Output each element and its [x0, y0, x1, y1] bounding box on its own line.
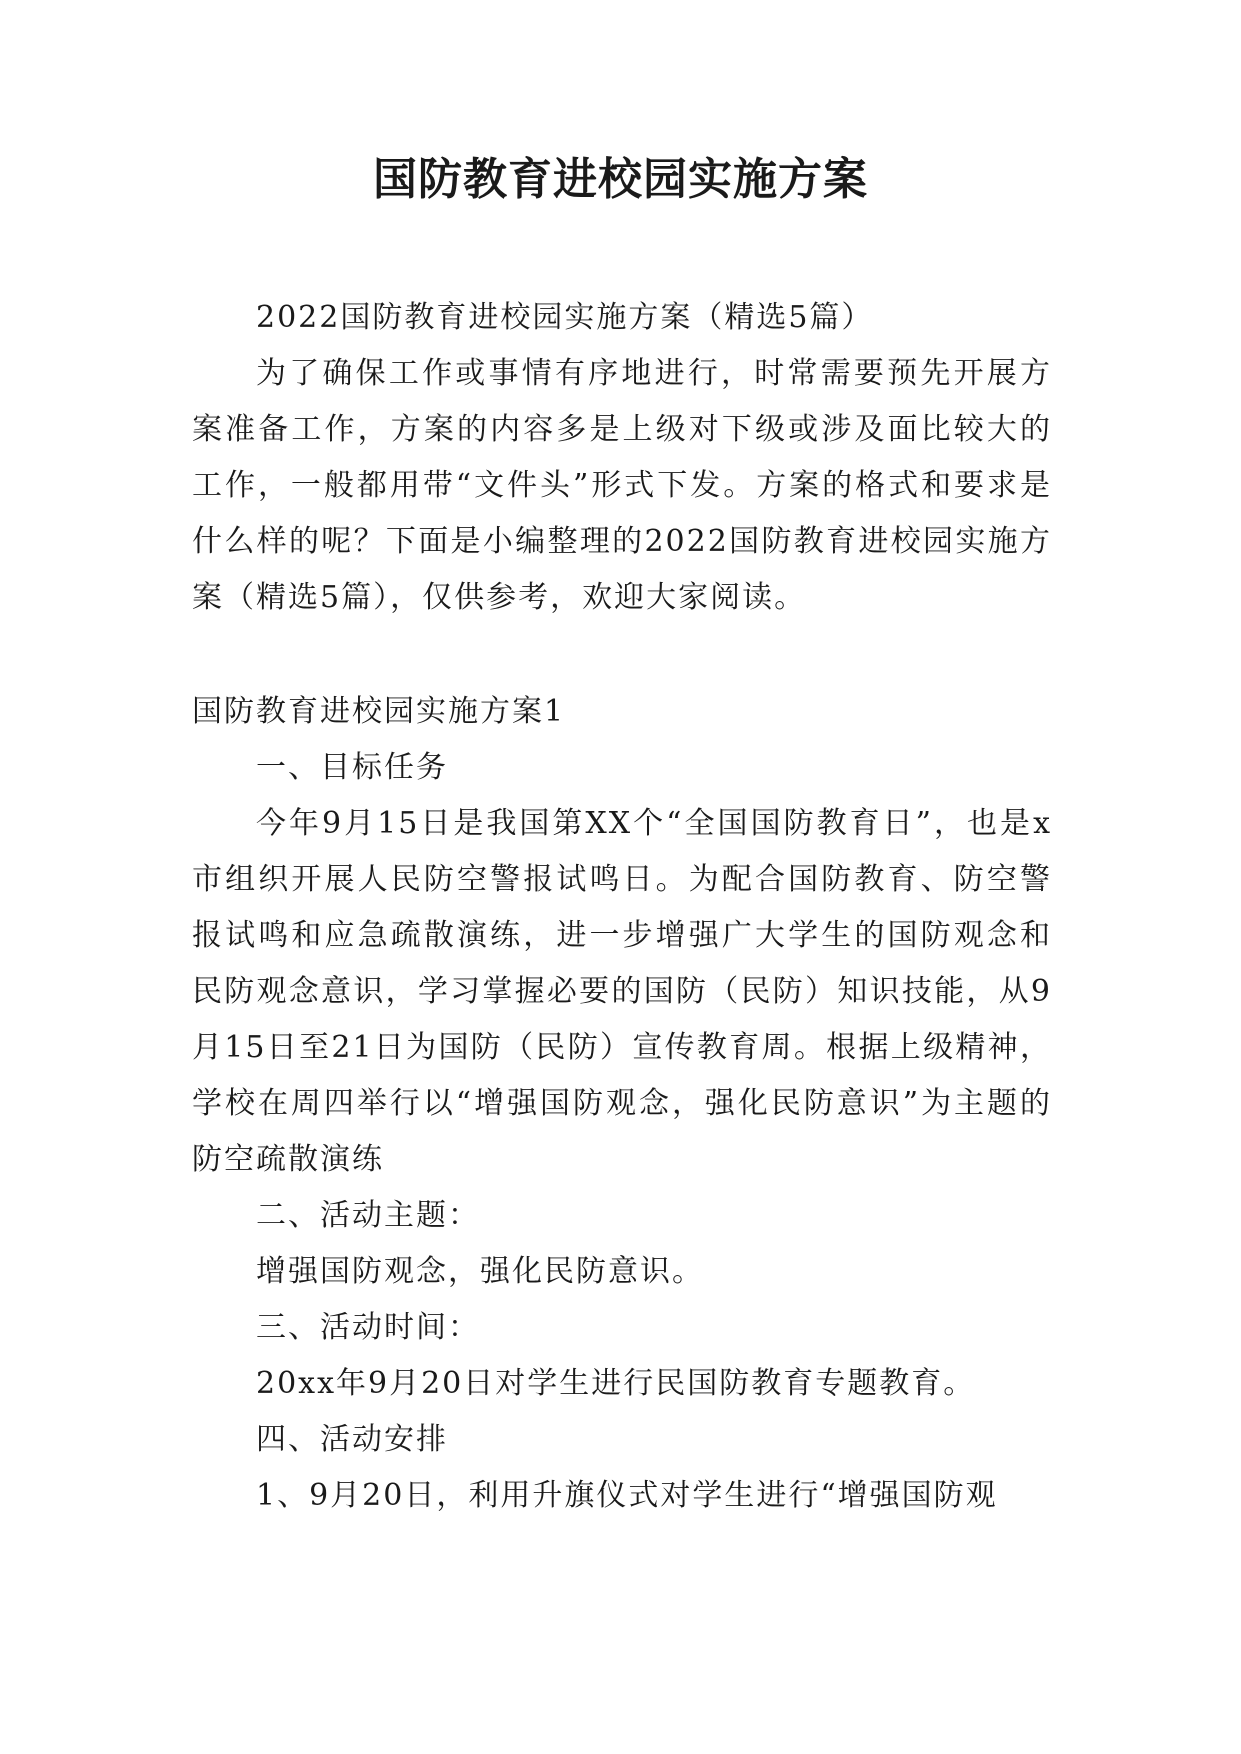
document-body [192, 290, 1052, 1524]
subheading-goals: 一、目标任务 [256, 750, 448, 785]
subheading-theme: 二、活动主题： [256, 1198, 480, 1233]
paragraph-goals: 今年9月15日是我国第XX个“全国国防教育日”，也是x市组织开展人民防空警报试鸣日。为配合国防教育、防空警报试鸣和应急疏散演练，进一步增强广大学生的国防观念和民防观念意识，学习掌握必要的国防（民防）知识技能，从9月15日至21日为国防（民防）宣传教育周。根据上级精神，学校在周四举行以“增强国防观念，强化民防意识”为主题的防空疏散演练 [192, 806, 1052, 1177]
subheading-arrangement: 四、活动安排 [256, 1422, 448, 1457]
document-subtitle: 2022国防教育进校园实施方案（精选5篇） [256, 300, 874, 335]
paragraph-theme: 增强国防观念，强化民防意识。 [256, 1254, 704, 1289]
subheading-time: 三、活动时间： [256, 1310, 480, 1345]
spacer [192, 626, 1052, 684]
paragraph-time: 20xx年9月20日对学生进行民国防教育专题教育。 [256, 1366, 976, 1401]
section-heading: 国防教育进校园实施方案1 [192, 694, 566, 729]
paragraph-arrangement: 1、9月20日，利用升旗仪式对学生进行“增强国防观 [256, 1478, 998, 1513]
document-title: 国防教育进校园实施方案 [373, 154, 868, 205]
intro-paragraph: 为了确保工作或事情有序地进行，时常需要预先开展方案准备工作，方案的内容多是上级对下级或涉及面比较大的工作，一般都用带“文件头”形式下发。方案的格式和要求是什么样的呢？下面是小编整理的2022国防教育进校园实施方案（精选5篇），仅供参考，欢迎大家阅读。 [192, 356, 1052, 615]
